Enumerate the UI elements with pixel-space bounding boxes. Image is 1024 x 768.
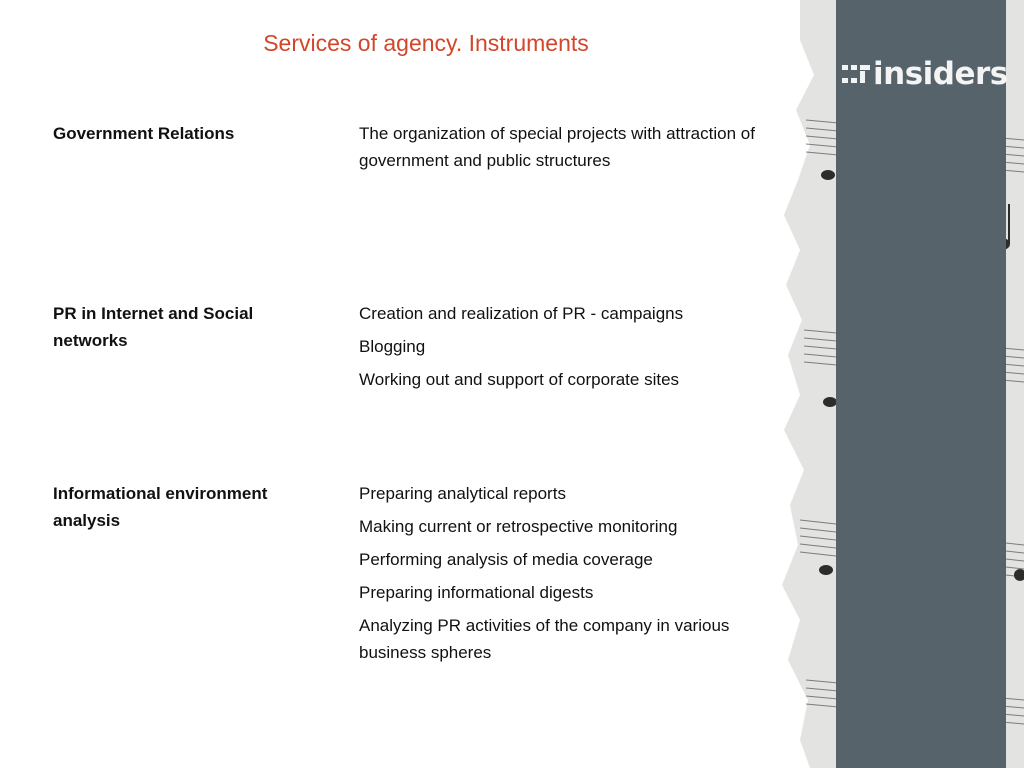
service-item: Creation and realization of PR - campaigns [359, 304, 684, 323]
insiders-logo-mark [842, 62, 870, 86]
service-item: Analyzing PR activities of the company in various business spheres [359, 616, 730, 662]
brand-logo [842, 52, 1012, 96]
slide-title: Services of agency. Instruments [263, 30, 589, 56]
service-items [359, 300, 779, 399]
service-item: Working out and support of corporate sites [359, 370, 680, 389]
service-name: Informational environment analysis [53, 484, 268, 530]
service-name: PR in Internet and Social networks [53, 304, 254, 350]
service-item: The organization of special projects with attraction of government and public structures [359, 124, 755, 170]
service-items [359, 120, 779, 180]
service-item: Performing analysis of media coverage [359, 550, 653, 569]
service-item: Blogging [359, 337, 426, 356]
service-item: Preparing analytical reports [359, 484, 566, 503]
service-item: Making current or retrospective monitoring [359, 517, 678, 536]
service-items [359, 480, 779, 672]
brand-name: insiders [873, 56, 1008, 92]
service-name: Government Relations [53, 124, 235, 143]
service-item: Preparing informational digests [359, 583, 594, 602]
sheet-music-decoration [770, 0, 1024, 768]
slate-panel [836, 0, 1006, 768]
